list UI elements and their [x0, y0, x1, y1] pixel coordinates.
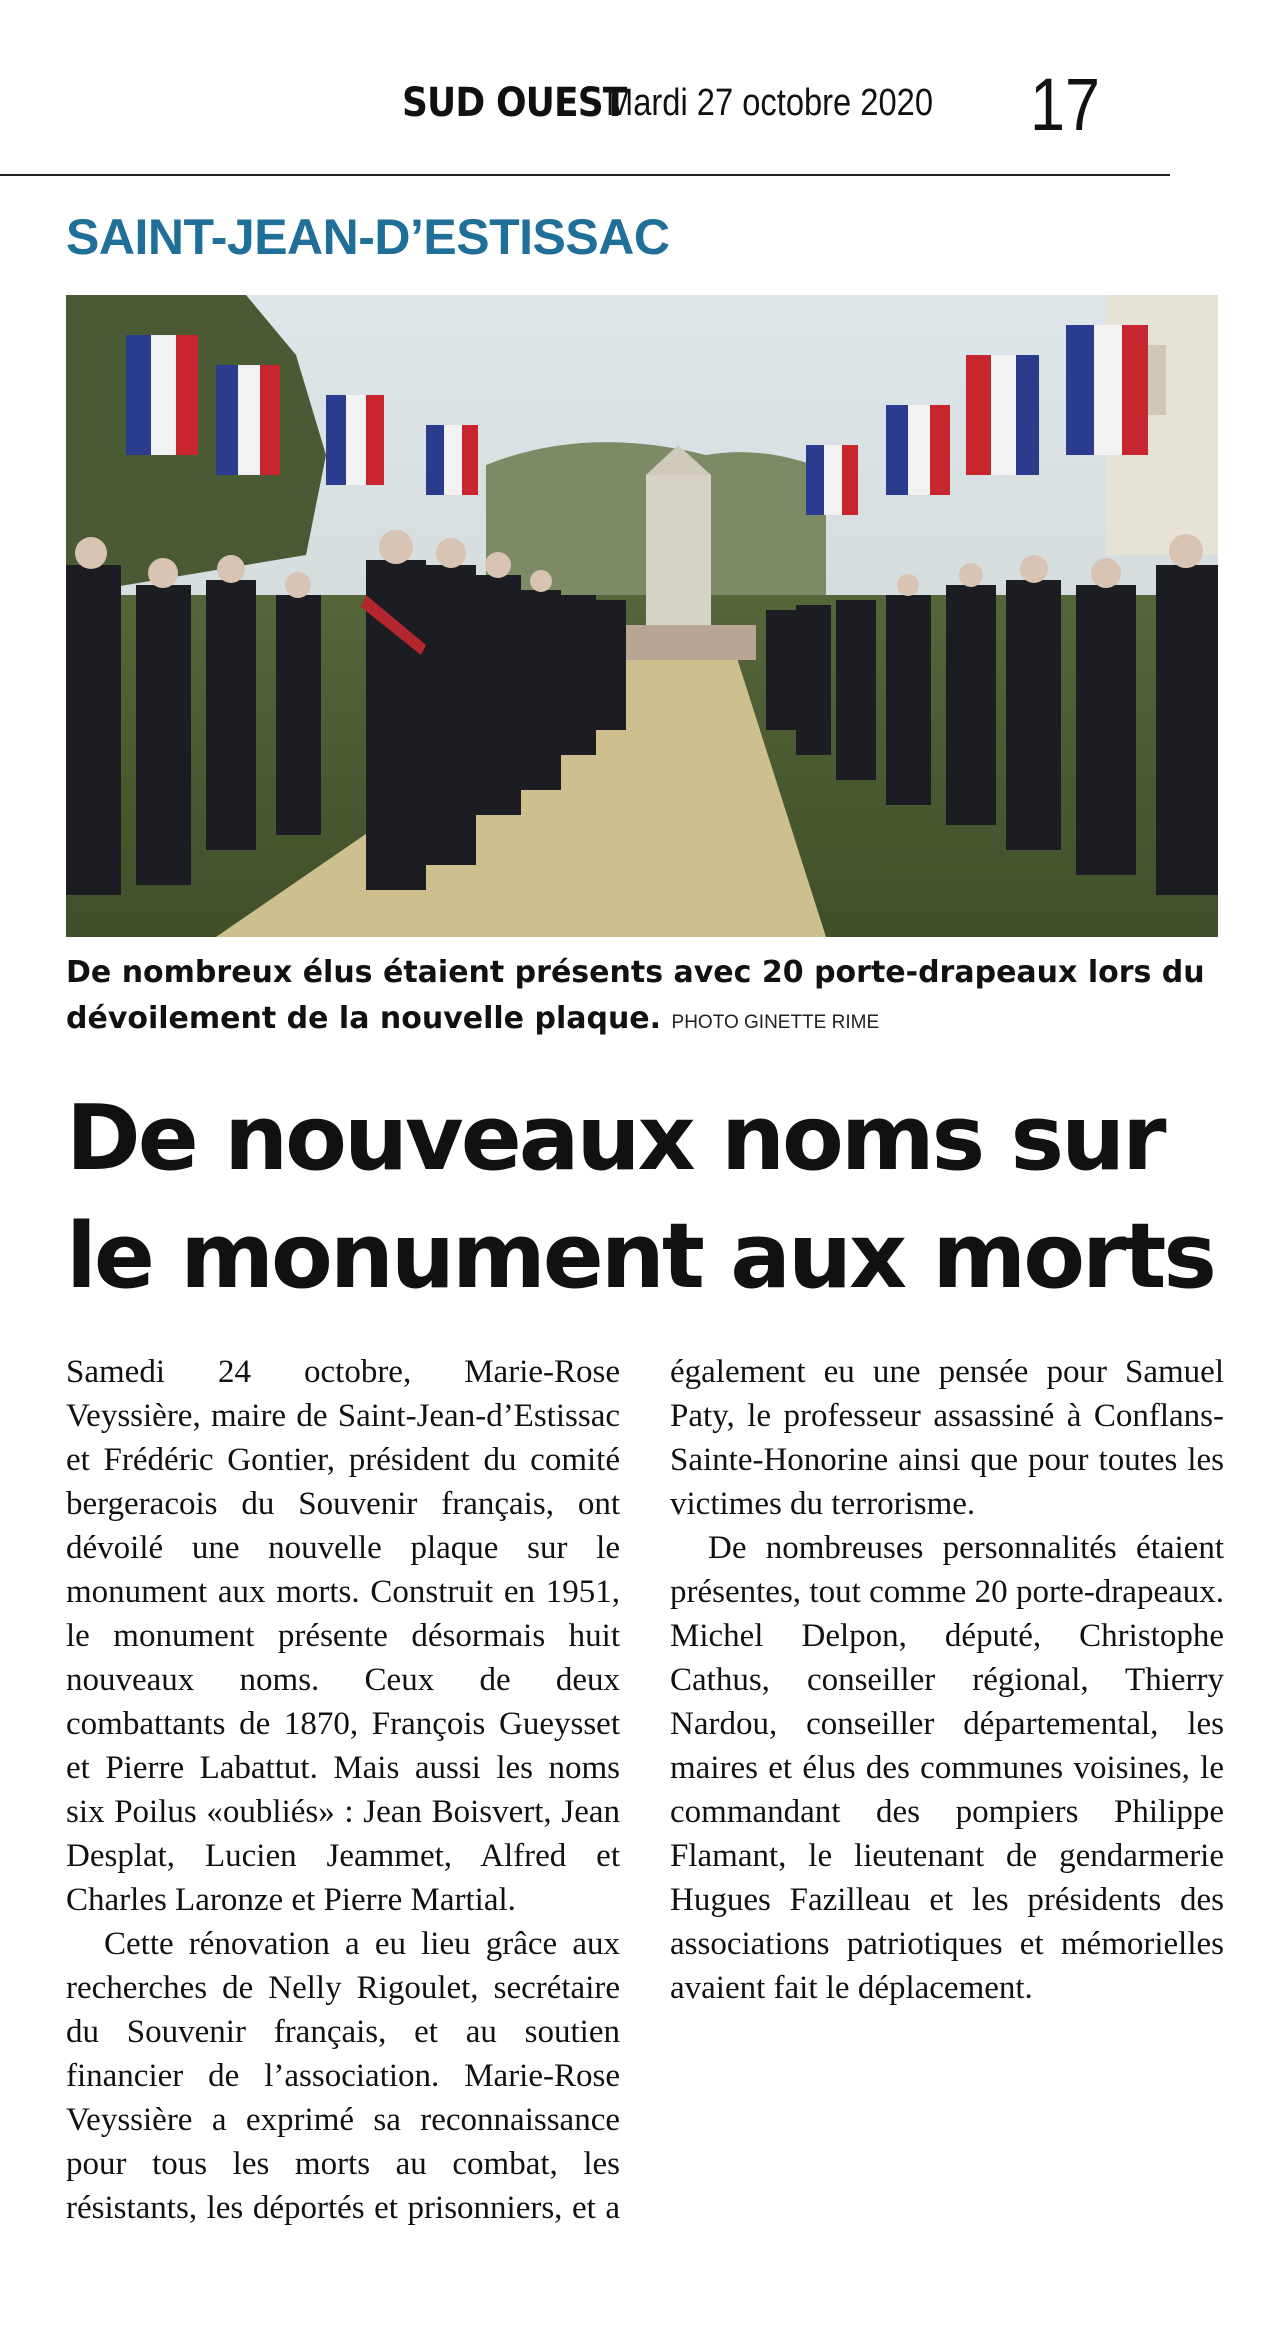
article-headline — [66, 1080, 1226, 1316]
body-paragraph-2: Cette rénovation a eu lieu grâce aux recherches de Nelly Rigoulet, secrétaire du Souvenir français, et au soutien financier de l’association. Marie-Rose Veyssière a exprimé sa reconnaissance pour tous les morts au combat, les résistants, les déportés et prisonniers, et a également eu une pensée pour Samuel Paty, le professeur assassiné à Conflans-Sainte-Honorine ainsi que pour toutes les victimes du terrorisme. — [66, 1354, 1224, 2226]
issue-date: Mardi 27 octobre 2020 — [606, 82, 934, 124]
body-paragraph-1: Samedi 24 octobre, Marie-Rose Veyssière, maire de Saint-Jean-d’Estissac et Frédéric Gontier, président du comité bergeracois du Souvenir français, ont dévoilé une nouvelle plaque sur le monument aux morts. Construit en 1951, le monument présente désormais huit nouveaux noms. Ceux de deux combattants de 1870, François Gueysset et Pierre Labattut. Mais aussi les noms six Poilus «oubliés» : Jean Boisvert, Jean Desplat, Lucien Jeammet, Alfred et Charles Laronze et Pierre Martial. — [66, 1354, 620, 1918]
headline-line-1: De nouveaux noms sur — [66, 1086, 1164, 1191]
ceremony-photo-illustration — [66, 295, 1218, 937]
section-title: SAINT-JEAN-D’ESTISSAC — [66, 209, 670, 265]
newspaper-brand: SUD OUEST — [402, 80, 627, 126]
caption-text: De nombreux élus étaient présents avec 20 porte-drapeaux lors du dévoilement de la nouvelle plaque. — [66, 955, 1205, 1036]
headline-line-2: le monument aux morts — [66, 1204, 1215, 1309]
masthead — [0, 62, 1170, 176]
photo-credit: PHOTO GINETTE RIME — [671, 1012, 880, 1033]
article-photo — [66, 295, 1218, 937]
photo-caption — [66, 950, 1226, 1046]
body-paragraph-3: De nombreuses personnalités étaient présentes, tout comme 20 porte-drapeaux. Michel Delpon, député, Christophe Cathus, conseiller régional, Thierry Nardou, conseiller départemental, les maires et élus des communes voisines, le commandant des pompiers Philippe Flamant, le lieutenant de gendarmerie Hugues Fazilleau et les présidents des associations patriotiques et mémorielles avaient fait le déplacement. — [670, 1530, 1224, 2006]
article-body — [66, 1350, 1224, 2270]
page-number: 17 — [1030, 63, 1100, 146]
